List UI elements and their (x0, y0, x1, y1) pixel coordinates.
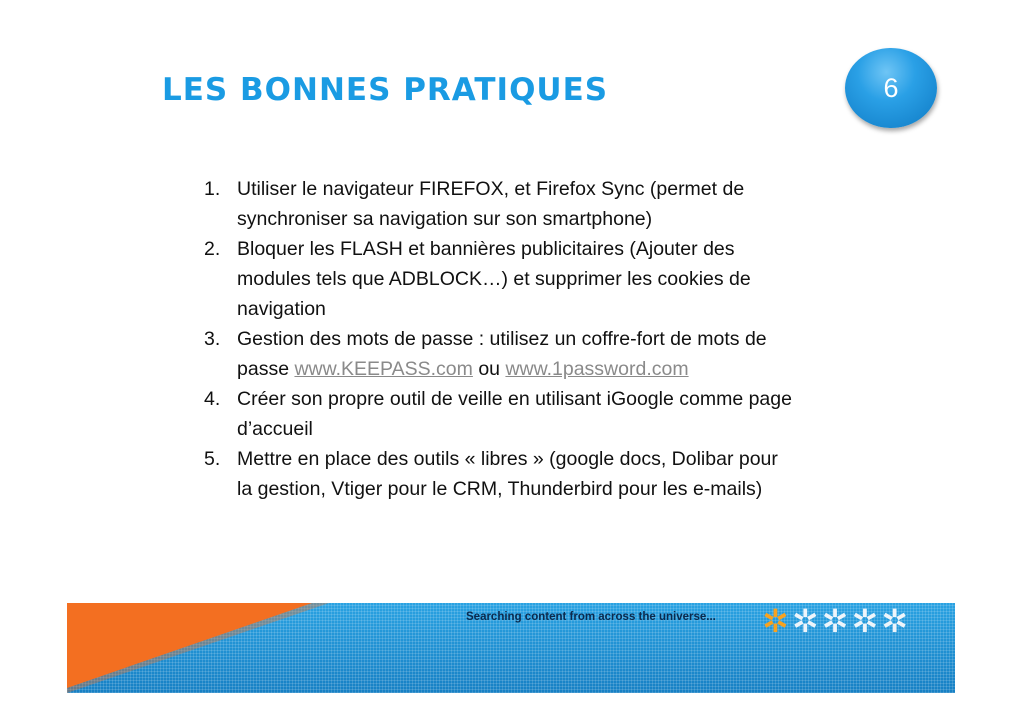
page-number: 6 (883, 72, 899, 103)
practice-number: 4. (204, 388, 221, 410)
1password-link[interactable]: www.1password.com (505, 358, 689, 380)
practice-text-line: d’accueil (237, 418, 313, 440)
star-icon: ✲ (762, 603, 789, 639)
star-rating (762, 605, 908, 637)
star-icon: ✲ (851, 603, 879, 639)
keepass-link[interactable]: www.KEEPASS.com (294, 358, 473, 380)
practice-text-line: la gestion, Vtiger pour le CRM, Thunderbird pour les e-mails) (237, 478, 763, 500)
practice-item-5 (204, 444, 884, 504)
star-icon: ✲ (821, 603, 849, 639)
practice-text-line: Mettre en place des outils « libres » (google docs, Dolibar pour (237, 448, 778, 470)
practice-text-line: ou (472, 358, 506, 380)
practice-item-1 (204, 174, 884, 234)
slide-title: LES BONNES PRATIQUES (162, 72, 609, 108)
practice-text-line: Créer son propre outil de veille en utilisant iGoogle comme page (237, 388, 792, 410)
banner-text: Searching content from across the universe... (466, 611, 716, 623)
practice-number: 1. (204, 178, 221, 200)
orange-triangle-decoration (67, 603, 367, 693)
practice-number: 5. (204, 448, 221, 470)
practice-text-line: Bloquer les FLASH et bannières publicitaires (Ajouter des (237, 238, 735, 260)
practice-number: 2. (204, 238, 221, 260)
practice-text-line: passe (237, 358, 295, 380)
star-icon: ✲ (791, 603, 819, 639)
page-number-badge (845, 48, 937, 128)
practice-item-3 (204, 324, 884, 384)
practice-item-4 (204, 384, 884, 444)
practice-text-line: synchroniser sa navigation sur son smartphone) (237, 208, 653, 230)
practice-item-2 (204, 234, 884, 324)
practice-text-line: navigation (237, 298, 326, 320)
practice-number: 3. (204, 328, 221, 350)
practice-text-line: Gestion des mots de passe : utilisez un coffre-fort de mots de (237, 328, 767, 350)
footer-banner (67, 603, 955, 693)
practices-list (204, 174, 884, 504)
practice-text-line: modules tels que ADBLOCK…) et supprimer les cookies de (237, 268, 751, 290)
practice-text-line: Utiliser le navigateur FIREFOX, et Firefox Sync (permet de (237, 178, 745, 200)
star-icon: ✲ (881, 603, 909, 639)
